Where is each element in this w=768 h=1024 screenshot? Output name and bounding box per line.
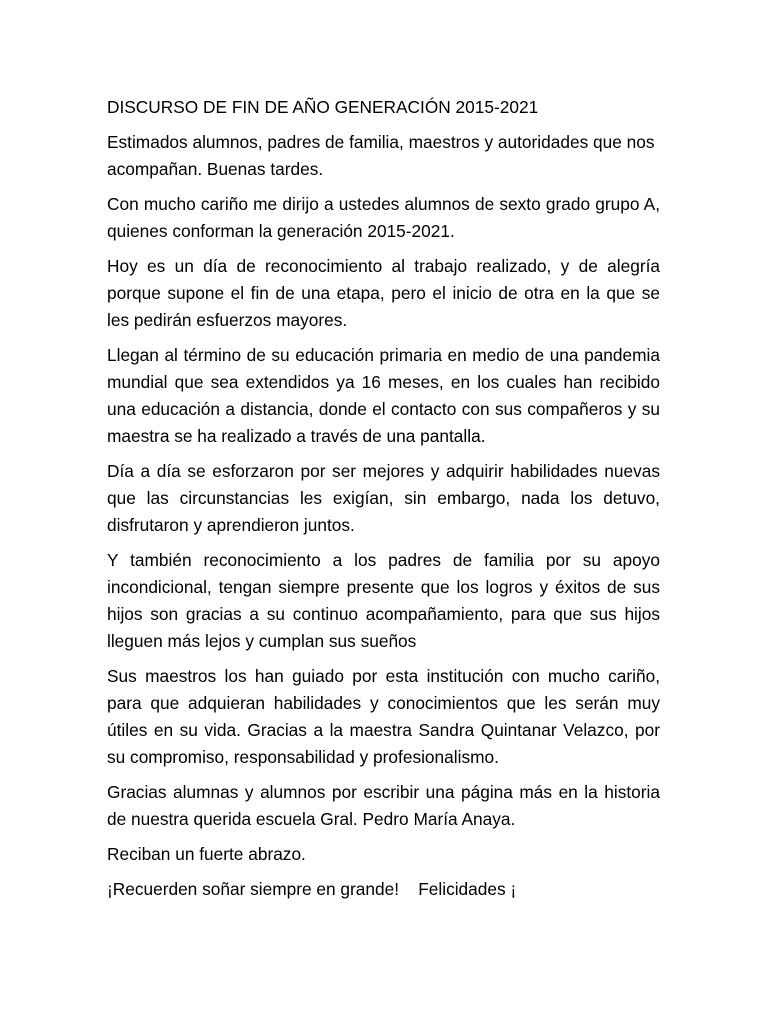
paragraph-parents: Y también reconocimiento a los padres de familia por su apoyo incondicional, tengan siempre presente que los logros y éxitos de sus hijos son gracias a su continuo acompañamiento, para que sus hijos lleguen más lejos y cumplan sus sueños (107, 550, 660, 651)
paragraph-dedication: Con mucho cariño me dirijo a ustedes alumnos de sexto grado grupo A, quienes conforman la generación 2015-2021. (107, 194, 660, 241)
paragraph-hug: Reciban un fuerte abrazo. (107, 844, 306, 864)
document-body (107, 94, 660, 911)
paragraph-recognition: Hoy es un día de reconocimiento al trabajo realizado, y de alegría porque supone el fin de una etapa, pero el inicio de otra en la que se les pedirán esfuerzos mayores. (107, 256, 660, 330)
document-title: DISCURSO DE FIN DE AÑO GENERACIÓN 2015-2021 (107, 97, 539, 117)
closing-line: ¡Recuerden soñar siempre en grande! Felicidades ¡ (107, 879, 517, 899)
paragraph-gratitude: Gracias alumnas y alumnos por escribir una página más en la historia de nuestra querida escuela Gral. Pedro María Anaya. (107, 782, 660, 829)
paragraph-pandemic: Llegan al término de su educación primaria en medio de una pandemia mundial que sea extendidos ya 16 meses, en los cuales han recibido una educación a distancia, donde el contacto con sus compañeros y su maestra se ha realizado a través de una pantalla. (107, 345, 660, 446)
paragraph-greeting: Estimados alumnos, padres de familia, maestros y autoridades que nos acompañan. Buenas tardes. (107, 132, 655, 179)
paragraph-teachers: Sus maestros los han guiado por esta institución con mucho cariño, para que adquieran habilidades y conocimientos que les serán muy útiles en su vida. Gracias a la maestra Sandra Quintanar Velazco, por su compromiso, responsabilidad y profesionalismo. (107, 666, 660, 767)
paragraph-effort: Día a día se esforzaron por ser mejores y adquirir habilidades nuevas que las circunstancias les exigían, sin embargo, nada los detuvo, disfrutaron y aprendieron juntos. (107, 461, 660, 535)
